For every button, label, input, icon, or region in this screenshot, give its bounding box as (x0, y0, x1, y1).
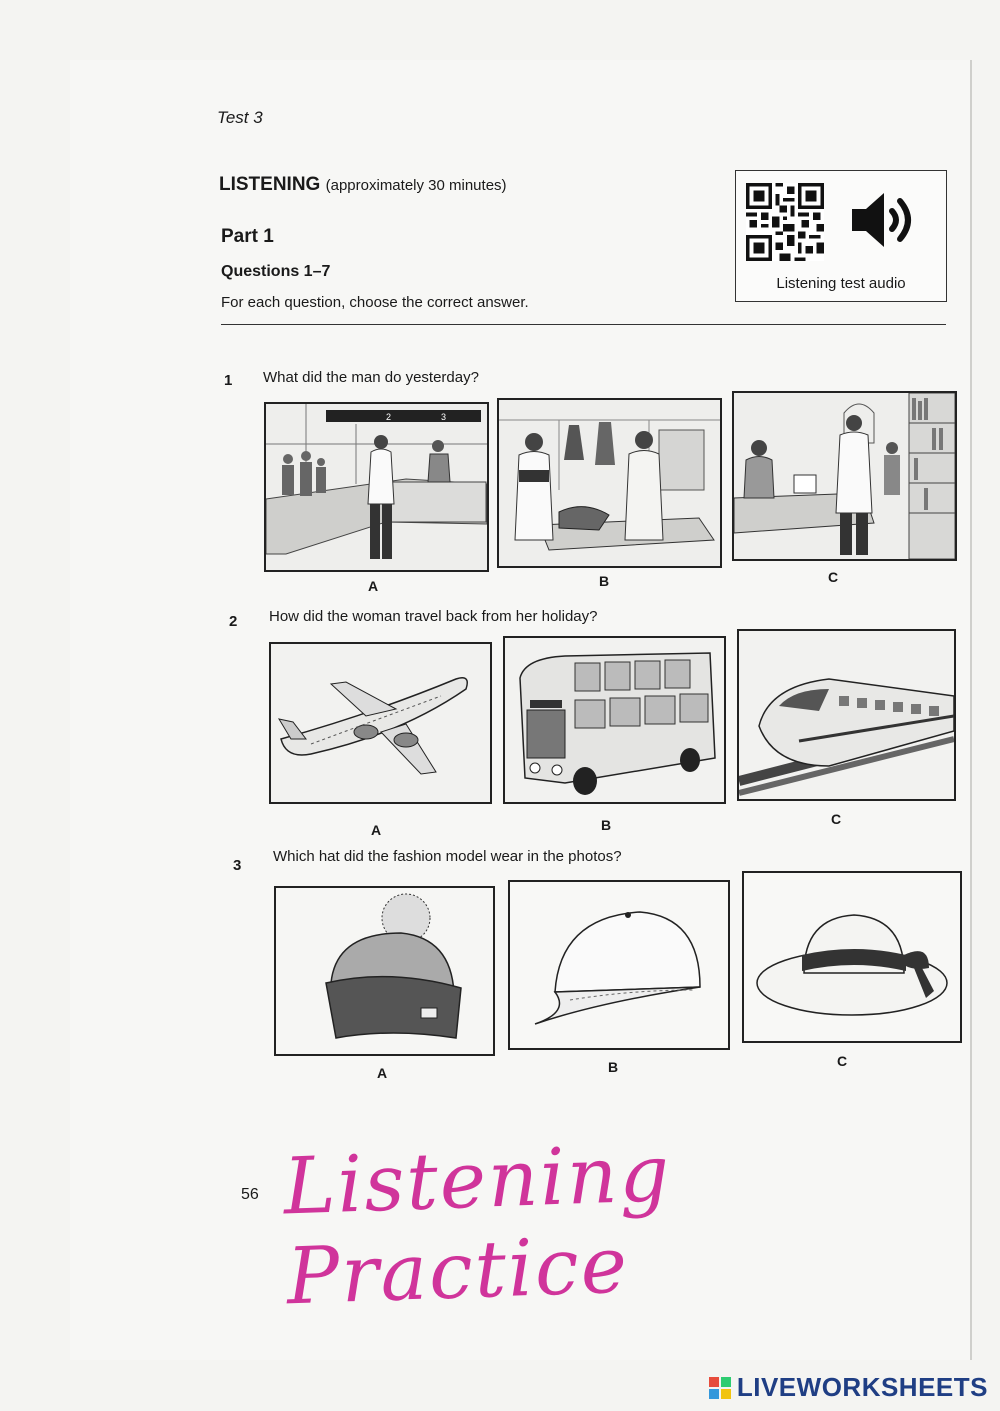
part-title: Part 1 (221, 226, 274, 247)
option-image-q3-a-bobble-hat[interactable] (274, 886, 495, 1056)
option-image-q1-b-clothes-shop[interactable] (497, 398, 722, 568)
option-image-q2-a-plane[interactable] (269, 642, 492, 804)
brand-name: LIVEWORKSHEETS (736, 1372, 988, 1402)
option-image-q1-a-airport-checkin[interactable] (264, 402, 489, 572)
option-label-a: A (371, 822, 382, 838)
question-number: 2 (229, 613, 238, 630)
option-label-c: C (828, 569, 839, 585)
qr-code-icon[interactable] (746, 183, 824, 261)
section-heading (219, 174, 507, 196)
question-text: What did the man do yesterday? (263, 369, 479, 386)
option-label-b: B (608, 1059, 619, 1075)
speaker-icon[interactable] (848, 187, 922, 253)
option-label-c: C (831, 811, 842, 827)
divider (221, 324, 946, 325)
svg-text:2: 2 (386, 412, 392, 422)
question-text: How did the woman travel back from her holiday? (269, 608, 598, 625)
option-image-q2-b-bus[interactable] (503, 636, 726, 804)
section-subtitle: (approximately 30 minutes) (325, 177, 507, 194)
option-label-b: B (601, 817, 612, 833)
option-image-q1-c-bookshop[interactable] (732, 391, 957, 561)
question-text: Which hat did the fashion model wear in the photos? (273, 848, 622, 865)
test-label: Test 3 (217, 108, 263, 127)
svg-text:3: 3 (441, 412, 447, 422)
option-image-q2-c-train[interactable] (737, 629, 956, 801)
audio-caption: Listening test audio (776, 275, 906, 292)
liveworksheets-icon (709, 1377, 731, 1399)
audio-player-box[interactable] (735, 170, 947, 302)
question-number: 3 (233, 857, 242, 874)
option-label-a: A (377, 1065, 388, 1081)
instruction-text: For each question, choose the correct answer. (221, 294, 529, 311)
brand-logo[interactable] (709, 1372, 988, 1403)
section-title: LISTENING (219, 174, 321, 195)
option-label-c: C (837, 1053, 848, 1069)
option-image-q3-c-sun-hat[interactable] (742, 871, 962, 1043)
option-label-a: A (368, 578, 379, 594)
questions-range: Questions 1–7 (221, 263, 331, 280)
page-number: 56 (241, 1186, 259, 1203)
handwritten-note: Listening Practice (282, 1129, 673, 1323)
option-image-q3-b-baseball-cap[interactable] (508, 880, 730, 1050)
option-label-b: B (599, 573, 610, 589)
question-number: 1 (224, 372, 233, 389)
